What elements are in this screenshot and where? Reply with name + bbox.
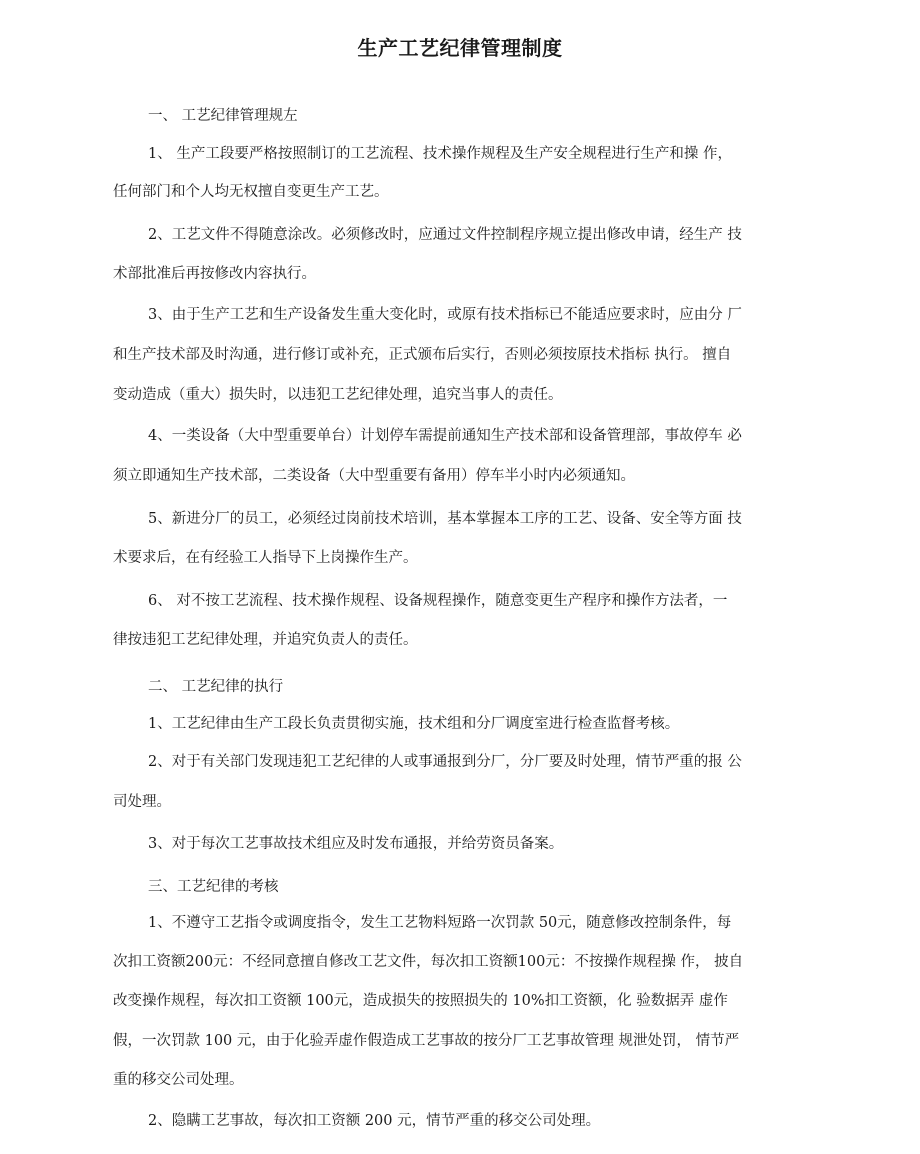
- document-title: 生产工艺纪律管理制度: [357, 36, 563, 60]
- paragraph-line: 2、工艺文件不得随意涂改。必须修改时，应通过文件控制程序规立提出修改申请，经生产 技: [148, 227, 742, 243]
- paragraph-line: 司处理。: [113, 794, 171, 810]
- section-heading-3: 三、工艺纪律的考核: [148, 879, 279, 895]
- paragraph-line: 术部批准后再按修改内容执行。: [113, 266, 316, 282]
- paragraph-line: 3、对于每次工艺事故技术组应及时发布通报，并给劳资员备案。: [148, 836, 564, 852]
- paragraph-line: 2、对于有关部门发现违犯工艺纪律的人或事通报到分厂，分厂要及时处理，情节严重的报 公: [148, 754, 742, 770]
- paragraph-line: 改变操作规程，每次扣工资额 100元，造成损失的按照损失的 10%扣工资额，化 验数据弄 虚作: [113, 993, 728, 1009]
- paragraph-line: 2、隐瞒工艺事故，每次扣工资额 200 元，情节严重的移交公司处理。: [148, 1113, 601, 1129]
- paragraph-line: 1、不遵守工艺指令或调度指令，发生工艺物料短路一次罚款 50元，随意修改控制条件，每: [148, 915, 732, 931]
- paragraph-line: 4、一类设备（大中型重要单台）计划停车需提前通知生产技术部和设备管理部，事故停车 必: [148, 428, 742, 444]
- paragraph-line: 任何部门和个人均无权擅自变更生产工艺。: [113, 184, 389, 200]
- paragraph-line: 5、新进分厂的员工，必须经过岗前技术培训，基本掌握本工序的工艺、设备、安全等方面 技: [148, 511, 742, 527]
- paragraph-line: 和生产技术部及时沟通，进行修订或补充，正式颁布后实行，否则必须按原技术指标 执行。 擅自: [113, 347, 732, 363]
- paragraph-line: 须立即通知生产技术部，二类设备（大中型重要有备用）停车半小时内必须通知。: [113, 468, 635, 484]
- paragraph-line: 3、由于生产工艺和生产设备发生重大变化时，或原有技术指标已不能适应要求时，应由分 厂: [148, 307, 742, 323]
- paragraph-line: 变动造成（重大）损失时，以违犯工艺纪律处理，追究当事人的责任。: [113, 387, 563, 403]
- paragraph-line: 律按违犯工艺纪律处理，并追究负责人的责任。: [113, 632, 418, 648]
- paragraph-line: 次扣工资额200元：不经同意擅自修改工艺文件，每次扣工资额100元：不按操作规程操 作， 披自: [113, 954, 744, 970]
- paragraph-line: 假，一次罚款 100 元，由于化验弄虚作假造成工艺事故的按分厂工艺事故管理 规泄处罚， 情节严: [113, 1033, 740, 1049]
- paragraph-line: 重的移交公司处理。: [113, 1072, 244, 1088]
- paragraph-line: 1、工艺纪律由生产工段长负责贯彻实施，技术组和分厂调度室进行检查监督考核。: [148, 716, 680, 732]
- paragraph-line: 术要求后，在有经验工人指导下上岗操作生产。: [113, 550, 418, 566]
- section-heading-1: 一、 工艺纪律管理规左: [148, 108, 298, 124]
- paragraph-line: 1、 生产工段要严格按照制订的工艺流程、技术操作规程及生产安全规程进行生产和操 作，: [148, 146, 732, 162]
- section-heading-2: 二、 工艺纪律的执行: [148, 679, 284, 695]
- paragraph-line: 6、 对不按工艺流程、技术操作规程、设备规程操作，随意变更生产程序和操作方法者，一: [148, 593, 728, 609]
